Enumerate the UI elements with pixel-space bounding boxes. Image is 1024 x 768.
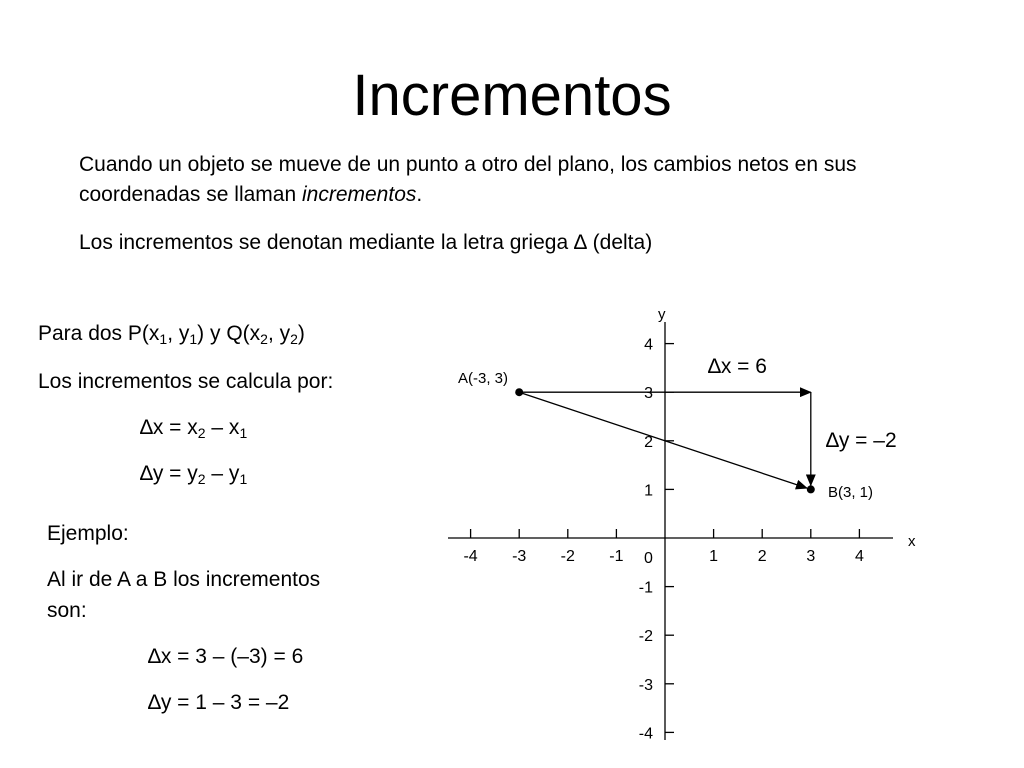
y-tick-label: -1 [638, 579, 653, 597]
formula-part: ∆y = y [140, 462, 198, 485]
example-line-1: Al ir de A a B los incrementos [47, 568, 321, 591]
example-delta-x: ∆x = 3 – (–3) = 6 [148, 645, 304, 668]
point-b-label: B(3, 1) [828, 484, 874, 501]
intro-emphasis: incrementos [301, 183, 417, 206]
x-tick-label: -1 [609, 548, 624, 565]
example-heading: Ejemplo: [47, 522, 129, 545]
y-tick-label: 3 [644, 385, 653, 403]
subscript: 2 [260, 331, 268, 347]
a-to-b-arrow [519, 392, 807, 488]
subscript: 1 [159, 331, 168, 347]
subscript: 1 [189, 331, 198, 347]
y-tick-label: 4 [644, 336, 653, 354]
x-tick-label: 4 [854, 548, 864, 565]
x-tick-label: 3 [806, 548, 816, 565]
example-delta-y: ∆y = 1 – 3 = –2 [148, 691, 290, 714]
origin-label: 0 [644, 550, 653, 567]
subscript: 1 [239, 471, 248, 487]
intro-paragraph-1-end: . [416, 183, 423, 206]
points-definition-part: ) [297, 322, 305, 345]
example-line-2: son: [47, 599, 87, 622]
increments-intro: Los incrementos se calcula por: [38, 370, 334, 393]
x-tick-label: 1 [709, 548, 719, 565]
subscript: 2 [197, 471, 206, 487]
points-definition-part: ) y Q(x [197, 322, 261, 345]
intro-paragraph-2-text: Los incrementos se denotan mediante la letra griega [79, 231, 574, 254]
point-a-label: A(-3, 3) [458, 370, 509, 387]
y-tick-label: -3 [638, 676, 653, 694]
formula-part: – x [205, 416, 240, 439]
subscript: 2 [290, 331, 298, 347]
point-a-marker [515, 388, 523, 396]
y-tick-label: -4 [638, 725, 653, 743]
y-tick-label: -2 [638, 628, 653, 646]
x-tick-label: -4 [463, 548, 478, 565]
subscript: 1 [239, 425, 248, 441]
point-b-marker [807, 485, 815, 493]
delta-symbol: ∆ [573, 231, 587, 254]
intro-paragraph-1-text: Cuando un objeto se mueve de un punto a otro del plano, los cambios netos en sus coordenadas se llaman [79, 153, 857, 206]
x-tick-label: 2 [757, 548, 767, 565]
delta-x-label: ∆x = 6 [708, 355, 767, 378]
y-tick-label: 2 [644, 433, 653, 451]
delta-y-label: ∆y = –2 [826, 429, 897, 452]
y-axis-label: y [658, 306, 666, 323]
formula-part: ∆x = x [140, 416, 198, 439]
slide-title: Incrementos [352, 63, 672, 128]
intro-paragraph-2-end: (delta) [586, 231, 653, 254]
x-tick-label: -2 [560, 548, 575, 565]
points-definition-part: Para dos P(x [38, 322, 160, 345]
y-tick-label: 1 [644, 482, 653, 500]
subscript: 2 [197, 425, 206, 441]
x-tick-label: -3 [512, 548, 527, 565]
points-definition-part: , y [267, 322, 291, 345]
formula-part: – y [205, 462, 240, 485]
x-axis-label: x [908, 533, 916, 550]
points-definition-part: , y [167, 322, 190, 345]
